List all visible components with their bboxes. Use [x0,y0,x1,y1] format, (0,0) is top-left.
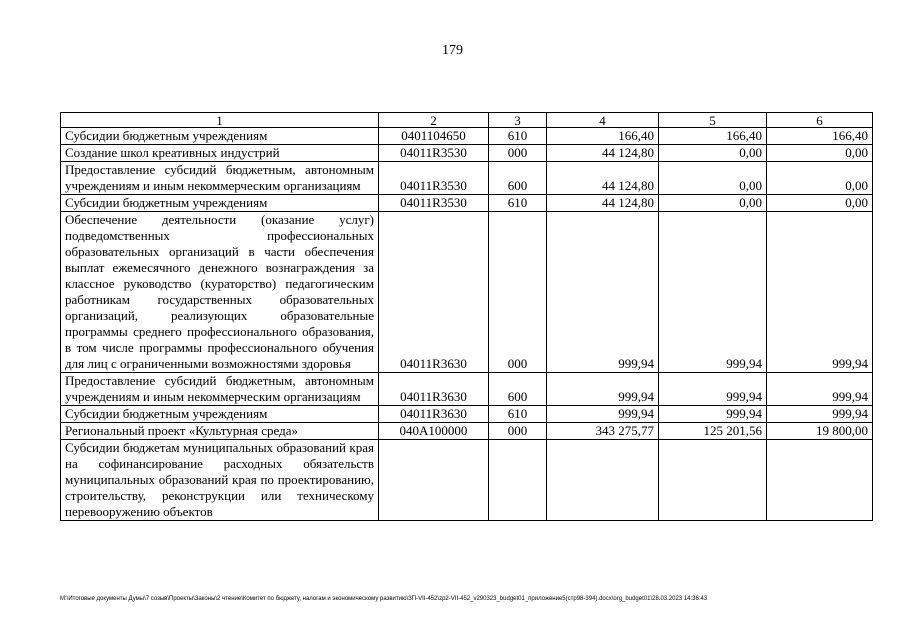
table-header-row [61,113,873,128]
row-value-2: 0,00 [659,195,767,212]
page-number: 179 [442,43,463,58]
row-vr: 610 [489,195,547,212]
row-value-3: 166,40 [767,128,873,145]
row-value-1: 999,94 [547,373,659,406]
row-vr [489,440,547,521]
table-row [61,406,873,423]
row-vr: 600 [489,373,547,406]
row-value-1: 44 124,80 [547,162,659,195]
row-name: Создание школ креативных индустрий [61,145,379,162]
table-row [61,128,873,145]
row-value-2: 0,00 [659,145,767,162]
row-value-1: 44 124,80 [547,145,659,162]
row-name: Субсидии бюджетным учреждениям [61,128,379,145]
table-row [61,373,873,406]
row-name: Субсидии бюджетным учреждениям [61,195,379,212]
row-value-3: 999,94 [767,212,873,373]
row-code: 04011R3530 [379,145,489,162]
row-code [379,440,489,521]
row-value-1: 44 124,80 [547,195,659,212]
row-vr: 000 [489,145,547,162]
header-cell: 1 [61,113,379,128]
row-value-3: 19 800,00 [767,423,873,440]
row-value-1: 343 275,77 [547,423,659,440]
document-path-footer: M:\Итоговые документы Думы\7 созыв\Проекты\Законы\2 чтение\Комитет по бюджету, налогам и экономическому развитию\ЗП-VII-452\zp2-VII-452_v290323_budget01_приложение5(стр98-394).docx\org_budget01\28.03.2023 14:36:43 [60,596,708,602]
row-code: 04011R3630 [379,406,489,423]
row-vr: 610 [489,406,547,423]
row-name: Субсидии бюджетным учреждениям [61,406,379,423]
row-code: 04011R3530 [379,195,489,212]
row-name: Предоставление субсидий бюджетным, автономным учреждениям и иным некоммерческим организациям [61,162,379,195]
row-code: 04011R3630 [379,373,489,406]
row-value-3: 0,00 [767,145,873,162]
row-name: Субсидии бюджетам муниципальных образований края на софинансирование расходных обязательств муниципальных образований края по проектированию, строительству, реконструкции или техническому перевооружению объектов [61,440,379,521]
header-cell: 4 [547,113,659,128]
header-cell: 2 [379,113,489,128]
row-vr: 610 [489,128,547,145]
row-vr: 000 [489,423,547,440]
row-value-1 [547,440,659,521]
row-value-3 [767,440,873,521]
row-value-3: 0,00 [767,195,873,212]
row-code: 040A100000 [379,423,489,440]
row-value-2: 999,94 [659,373,767,406]
row-value-2: 125 201,56 [659,423,767,440]
table-row [61,212,873,373]
table-row [61,440,873,521]
row-name: Региональный проект «Культурная среда» [61,423,379,440]
header-cell: 5 [659,113,767,128]
budget-table [60,112,873,521]
row-value-2 [659,440,767,521]
row-value-1: 999,94 [547,406,659,423]
row-value-1: 999,94 [547,212,659,373]
row-vr: 600 [489,162,547,195]
table-row [61,145,873,162]
row-code: 04011R3530 [379,162,489,195]
table-row [61,423,873,440]
row-code: 0401104650 [379,128,489,145]
row-value-2: 999,94 [659,212,767,373]
row-value-3: 999,94 [767,373,873,406]
table-row [61,162,873,195]
row-code: 04011R3630 [379,212,489,373]
row-value-2: 999,94 [659,406,767,423]
row-vr: 000 [489,212,547,373]
header-cell: 6 [767,113,873,128]
row-value-2: 0,00 [659,162,767,195]
row-value-3: 0,00 [767,162,873,195]
row-value-1: 166,40 [547,128,659,145]
row-value-2: 166,40 [659,128,767,145]
row-value-3: 999,94 [767,406,873,423]
table-row [61,195,873,212]
header-cell: 3 [489,113,547,128]
row-name: Предоставление субсидий бюджетным, автономным учреждениям и иным некоммерческим организациям [61,373,379,406]
row-name: Обеспечение деятельности (оказание услуг) подведомственных профессиональных образовательных организаций в части обеспечения выплат ежемесячного денежного вознаграждения за классное руководство (кураторство) педагогическим работникам государственных образовательных организаций, реализующих образовательные программы среднего профессионального образования, в том числе программы профессионального обучения для лиц с ограниченными возможностями здоровья [61,212,379,373]
